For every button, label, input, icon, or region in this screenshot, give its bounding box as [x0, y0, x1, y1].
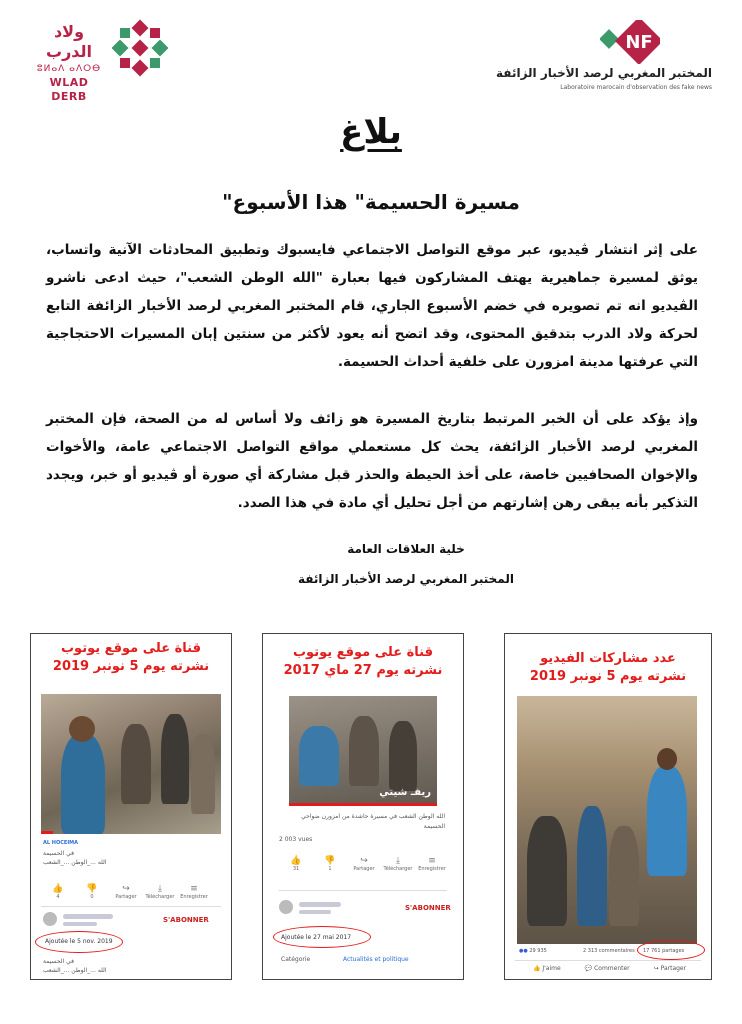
view-count: 2 003 vues	[279, 836, 313, 843]
share-count: 17 761 partages	[643, 948, 685, 954]
share-button[interactable]	[347, 856, 381, 872]
thumbs-down-icon: 👎	[324, 856, 336, 866]
signature-unit: خلية العلاقات العامة	[347, 542, 465, 556]
channel-watermark: ريفـ شيتي	[379, 787, 431, 798]
like-button[interactable]	[279, 856, 313, 872]
wlad-derb-latin: WLAD DERB	[49, 76, 89, 103]
save-icon: ≡	[428, 856, 436, 866]
card-caption-line2: نشرته يوم 5 نونبر 2019	[529, 669, 687, 684]
highlight-ellipse	[637, 940, 705, 960]
facebook-actions	[533, 965, 710, 972]
comment-count: 2 313 commentaires	[583, 948, 635, 954]
comment-label: Commenter	[594, 965, 630, 972]
comment-button[interactable]: 💬 Commenter	[584, 965, 630, 972]
share-label: Partager	[115, 894, 137, 900]
reaction-count	[519, 948, 547, 954]
card-caption-line1: قناة على موقع يوتوب	[60, 641, 201, 656]
divider	[41, 906, 221, 907]
blurred-channel-name	[299, 902, 341, 907]
progress-bar	[289, 803, 437, 806]
download-icon: ⤓	[396, 856, 400, 866]
video-thumbnail[interactable]	[517, 696, 697, 944]
title-text: بلاغ	[340, 112, 402, 152]
thumbs-down-icon: 👎	[86, 884, 98, 894]
card-caption-line2: نشرته يوم 5 نونبر 2019	[52, 659, 210, 674]
highlight-ellipse	[35, 931, 123, 953]
dislike-count: 1	[328, 866, 332, 872]
like-count: 4	[56, 894, 60, 900]
blurred-subscribers	[299, 910, 331, 914]
video-title: الله الوطن الشعب في مسيرة حاشدة من امزورن ضواحي الحسيمة	[301, 813, 445, 830]
thumbs-up-icon: 👍	[290, 856, 302, 866]
dislike-button[interactable]	[75, 884, 109, 900]
wlad-derb-arabic: ولاد الدرب	[45, 22, 93, 61]
signature-organization: المختبر المغربي لرصد الأخبار الزائفة	[298, 572, 514, 586]
like-button[interactable]: 👍 J'aime	[533, 965, 561, 972]
wlad-derb-wordmark	[30, 22, 108, 104]
page-title	[0, 112, 742, 152]
paragraph-1: على إثر انتشار ڤيديو، عبر موقع التواصل الاجتماعي فايسبوك وتطبيق المحادثات الآنية واتساب، يوثق لمسيرة جماهيرية يهتف المشاركون فيها بعبارة "الله الوطن الشعب"، حيث ادعى ناشرو الڤيديو انه تم تصويره في خضم الأسبوع الجاري، قام المختبر المغربي لرصد الأخبار الزائفة التابع لحركة ولاد الدرب بتدقيق المحتوى، وقد اتضح أنه يعود لأكثر من سنتين إبان المسيرات الاحتجاجية التي عرفتها مدينة امزورن على خلفية أحداث الحسيمة.	[46, 242, 698, 370]
highlight-ellipse	[273, 926, 371, 948]
wlad-derb-tifinagh: ⵓⵍⴰⴷ ⴰⴷⵔⴱ	[36, 64, 102, 74]
share-label: Partager	[353, 866, 375, 872]
subscribe-button[interactable]: S'ABONNER	[405, 904, 451, 912]
download-button[interactable]	[143, 884, 177, 900]
download-icon: ⤓	[158, 884, 162, 894]
observatory-logo	[496, 20, 712, 94]
evidence-card-youtube-2019	[30, 633, 232, 980]
like-button[interactable]	[41, 884, 75, 900]
like-label: J'aime	[542, 965, 561, 972]
video-thumbnail[interactable]	[289, 696, 437, 806]
evidence-card-facebook-shares	[504, 633, 712, 980]
video-actions	[41, 884, 211, 900]
video-title-line2: الله ..._الوطن ..._الشعب	[43, 859, 107, 866]
category-value[interactable]: Actualités et politique	[343, 956, 409, 963]
paragraph-2: وإذ يؤكد على أن الخبر المرتبط بتاريخ المسيرة هو زائف ولا أساس له من الصحة، فإن المختبر المغربي لرصد الأخبار الزائفة، يحث كل مستعملي مواقع التواصل الاجتماعي عامة، والأخوات والإخوان الصحافيين خاصة، على أخذ الحيطة والحذر قبل مشاركة أي صورة أو ڤيديو أو خبر، ويجدد التذكير بأنه يبقى رهن إشارتهم من أجل تحليل أي مادة في هذا الصدد.	[46, 411, 698, 511]
upload-date: Ajoutée le 5 nov. 2019	[45, 938, 113, 945]
download-label: Télécharger	[145, 894, 175, 900]
share-button[interactable]: ↪ Partager	[653, 965, 687, 972]
thumbs-up-icon: 👍	[52, 884, 64, 894]
progress-bar	[41, 831, 53, 834]
channel-name: AL HOCEIMA	[43, 840, 79, 846]
wlad-derb-emblem-icon	[112, 18, 168, 78]
share-icon: ↪	[360, 856, 368, 866]
upload-date: Ajoutée le 27 mai 2017	[281, 934, 352, 941]
card-caption	[505, 650, 711, 686]
card-caption-line1: قناة على موقع يوتوب	[292, 645, 433, 660]
share-label: Partager	[660, 965, 687, 972]
video-title-line1: في الحسيمة	[43, 850, 74, 857]
divider	[515, 960, 701, 961]
share-icon: ↪	[122, 884, 130, 894]
description-line1: في الحسيمة	[43, 958, 74, 965]
observatory-name-french: Laboratoire marocain d'observation des fake news	[560, 84, 712, 91]
avatar	[279, 900, 293, 914]
reaction-icons: ●●	[519, 948, 528, 954]
avatar	[43, 912, 57, 926]
blurred-channel-name	[63, 914, 113, 919]
save-label: Enregistrer	[418, 866, 446, 872]
video-thumbnail[interactable]	[41, 694, 221, 834]
evidence-card-youtube-2017	[262, 633, 464, 980]
dislike-button[interactable]	[313, 856, 347, 872]
divider	[279, 890, 447, 891]
save-label: Enregistrer	[180, 894, 208, 900]
observatory-name-arabic: المختبر المغربي لرصد الأخبار الزائفة	[496, 66, 712, 80]
download-label: Télécharger	[383, 866, 413, 872]
card-caption-line2: نشرته يوم 27 ماي 2017	[283, 663, 443, 678]
svg-text:NF: NF	[625, 32, 653, 53]
video-actions	[279, 856, 449, 872]
save-button[interactable]	[415, 856, 449, 872]
download-button[interactable]	[381, 856, 415, 872]
dislike-count: 0	[90, 894, 94, 900]
reaction-value: 29 935	[529, 948, 547, 954]
wlad-derb-logo	[30, 18, 170, 103]
card-caption	[31, 640, 231, 676]
page-subtitle: "مسيرة الحسيمة" هذا الأسبوع	[222, 190, 520, 214]
share-button[interactable]	[109, 884, 143, 900]
category-label: Catégorie	[281, 956, 311, 963]
blurred-subscribers	[63, 922, 97, 926]
card-caption	[263, 644, 463, 680]
save-icon: ≡	[190, 884, 198, 894]
subscribe-button[interactable]: S'ABONNER	[163, 916, 209, 924]
card-caption-line1: عدد مشاركات الفيديو	[540, 651, 676, 666]
like-count: 31	[292, 866, 300, 872]
observatory-emblem-icon	[600, 20, 660, 64]
description-line2: الله ..._الوطن ..._الشعب	[43, 967, 107, 974]
save-button[interactable]	[177, 884, 211, 900]
